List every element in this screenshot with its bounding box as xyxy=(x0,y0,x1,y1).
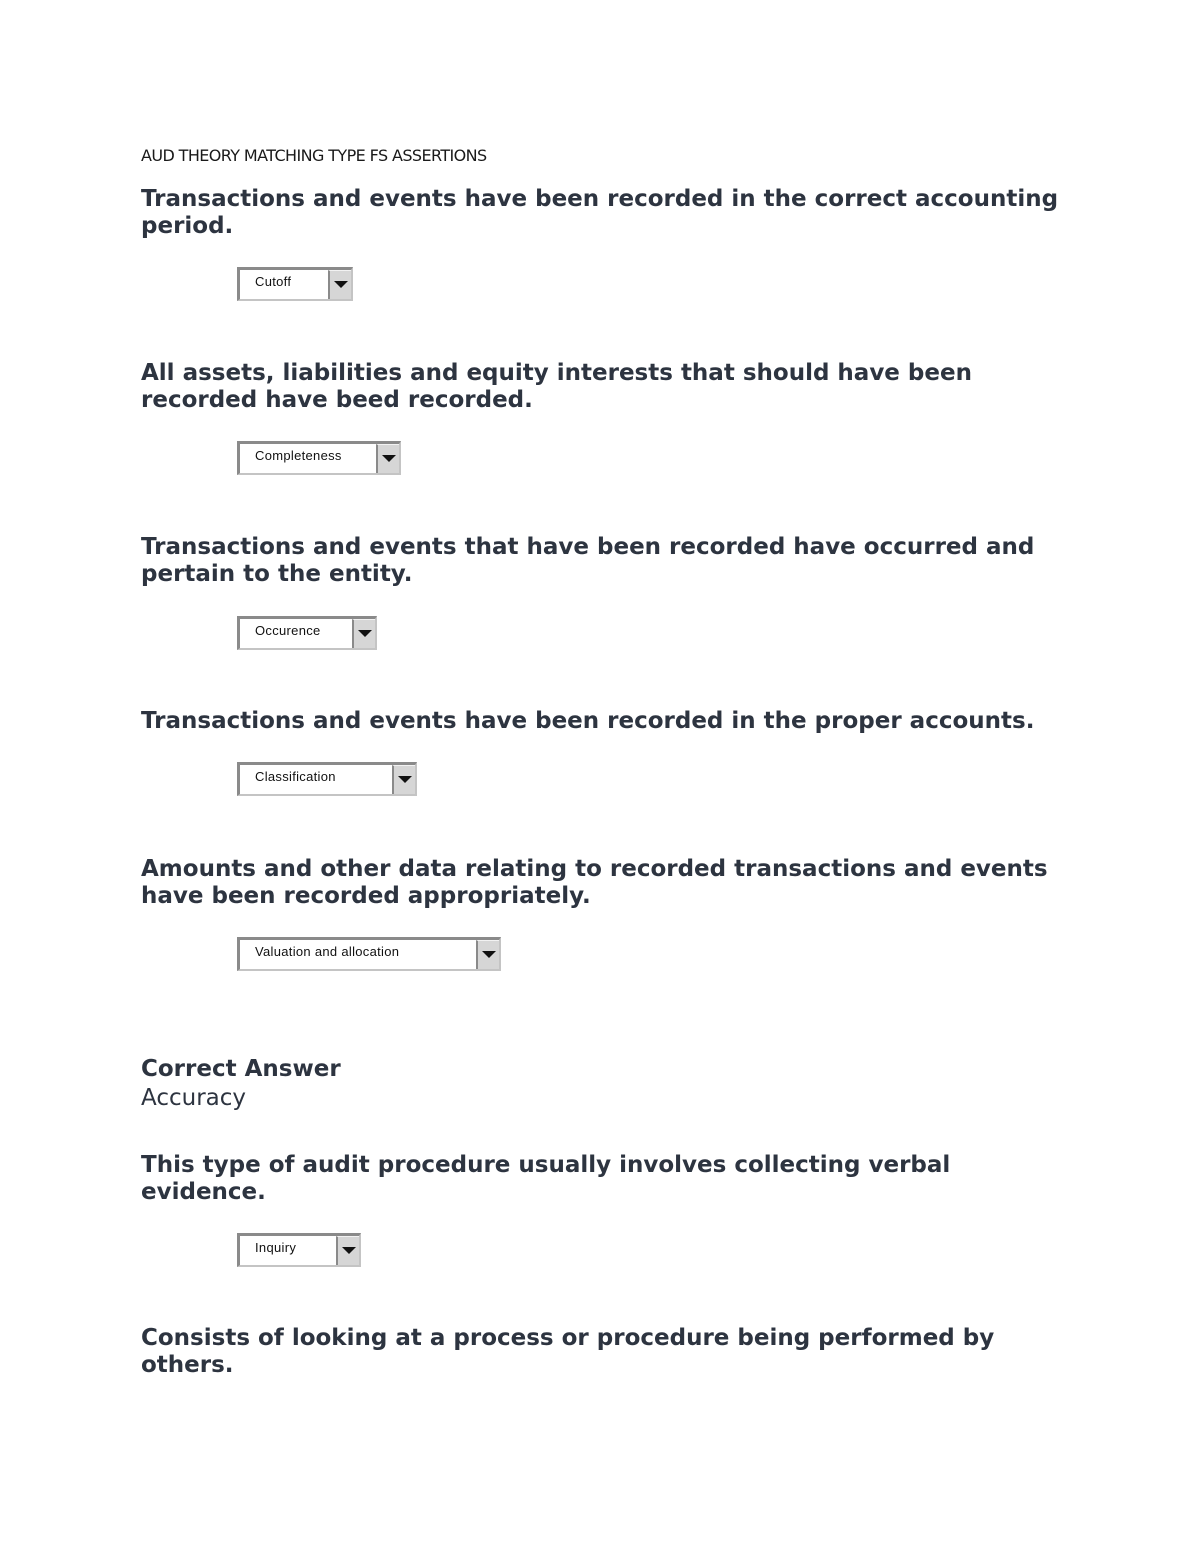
answer-select-4-value: Classification xyxy=(255,769,336,784)
question-7-text: Consists of looking at a process or procedure being performed by others. xyxy=(141,1325,995,1378)
dropdown-button[interactable] xyxy=(328,270,351,299)
chevron-down-icon xyxy=(342,1247,356,1255)
answer-select-1[interactable] xyxy=(237,267,353,301)
dropdown-button[interactable] xyxy=(392,765,415,794)
dropdown-button[interactable] xyxy=(336,1236,359,1265)
question-1-text: Transactions and events have been recorded in the correct accounting period. xyxy=(141,186,1059,239)
answer-select-2-value: Completeness xyxy=(255,448,342,463)
answer-select-5[interactable] xyxy=(237,937,501,971)
answer-select-3-value: Occurence xyxy=(255,623,321,638)
question-5-text: Amounts and other data relating to recorded transactions and events have been recorded appropriately. xyxy=(141,856,1048,909)
answer-select-1-value: Cutoff xyxy=(255,274,292,289)
question-4-text: Transactions and events have been recorded in the proper accounts. xyxy=(141,708,1035,734)
correct-answer-label: Correct Answer xyxy=(141,1056,341,1082)
chevron-down-icon xyxy=(482,951,496,959)
chevron-down-icon xyxy=(334,281,348,289)
question-6-text: This type of audit procedure usually involves collecting verbal evidence. xyxy=(141,1152,951,1205)
answer-select-3[interactable] xyxy=(237,616,377,650)
answer-select-4[interactable] xyxy=(237,762,417,796)
answer-select-5-value: Valuation and allocation xyxy=(255,944,400,959)
chevron-down-icon xyxy=(382,455,396,463)
correct-answer-value: Accuracy xyxy=(141,1085,247,1111)
answer-select-6-value: Inquiry xyxy=(255,1240,297,1255)
dropdown-button[interactable] xyxy=(352,619,375,648)
document-title: AUD THEORY MATCHING TYPE FS ASSERTIONS xyxy=(141,146,487,165)
question-2-text: All assets, liabilities and equity interests that should have been recorded have beed recorded. xyxy=(141,360,972,413)
dropdown-button[interactable] xyxy=(376,444,399,473)
answer-select-6[interactable] xyxy=(237,1233,361,1267)
question-3-text: Transactions and events that have been recorded have occurred and pertain to the entity. xyxy=(141,534,1035,587)
chevron-down-icon xyxy=(398,776,412,784)
answer-select-2[interactable] xyxy=(237,441,401,475)
dropdown-button[interactable] xyxy=(476,940,499,969)
chevron-down-icon xyxy=(358,630,372,638)
